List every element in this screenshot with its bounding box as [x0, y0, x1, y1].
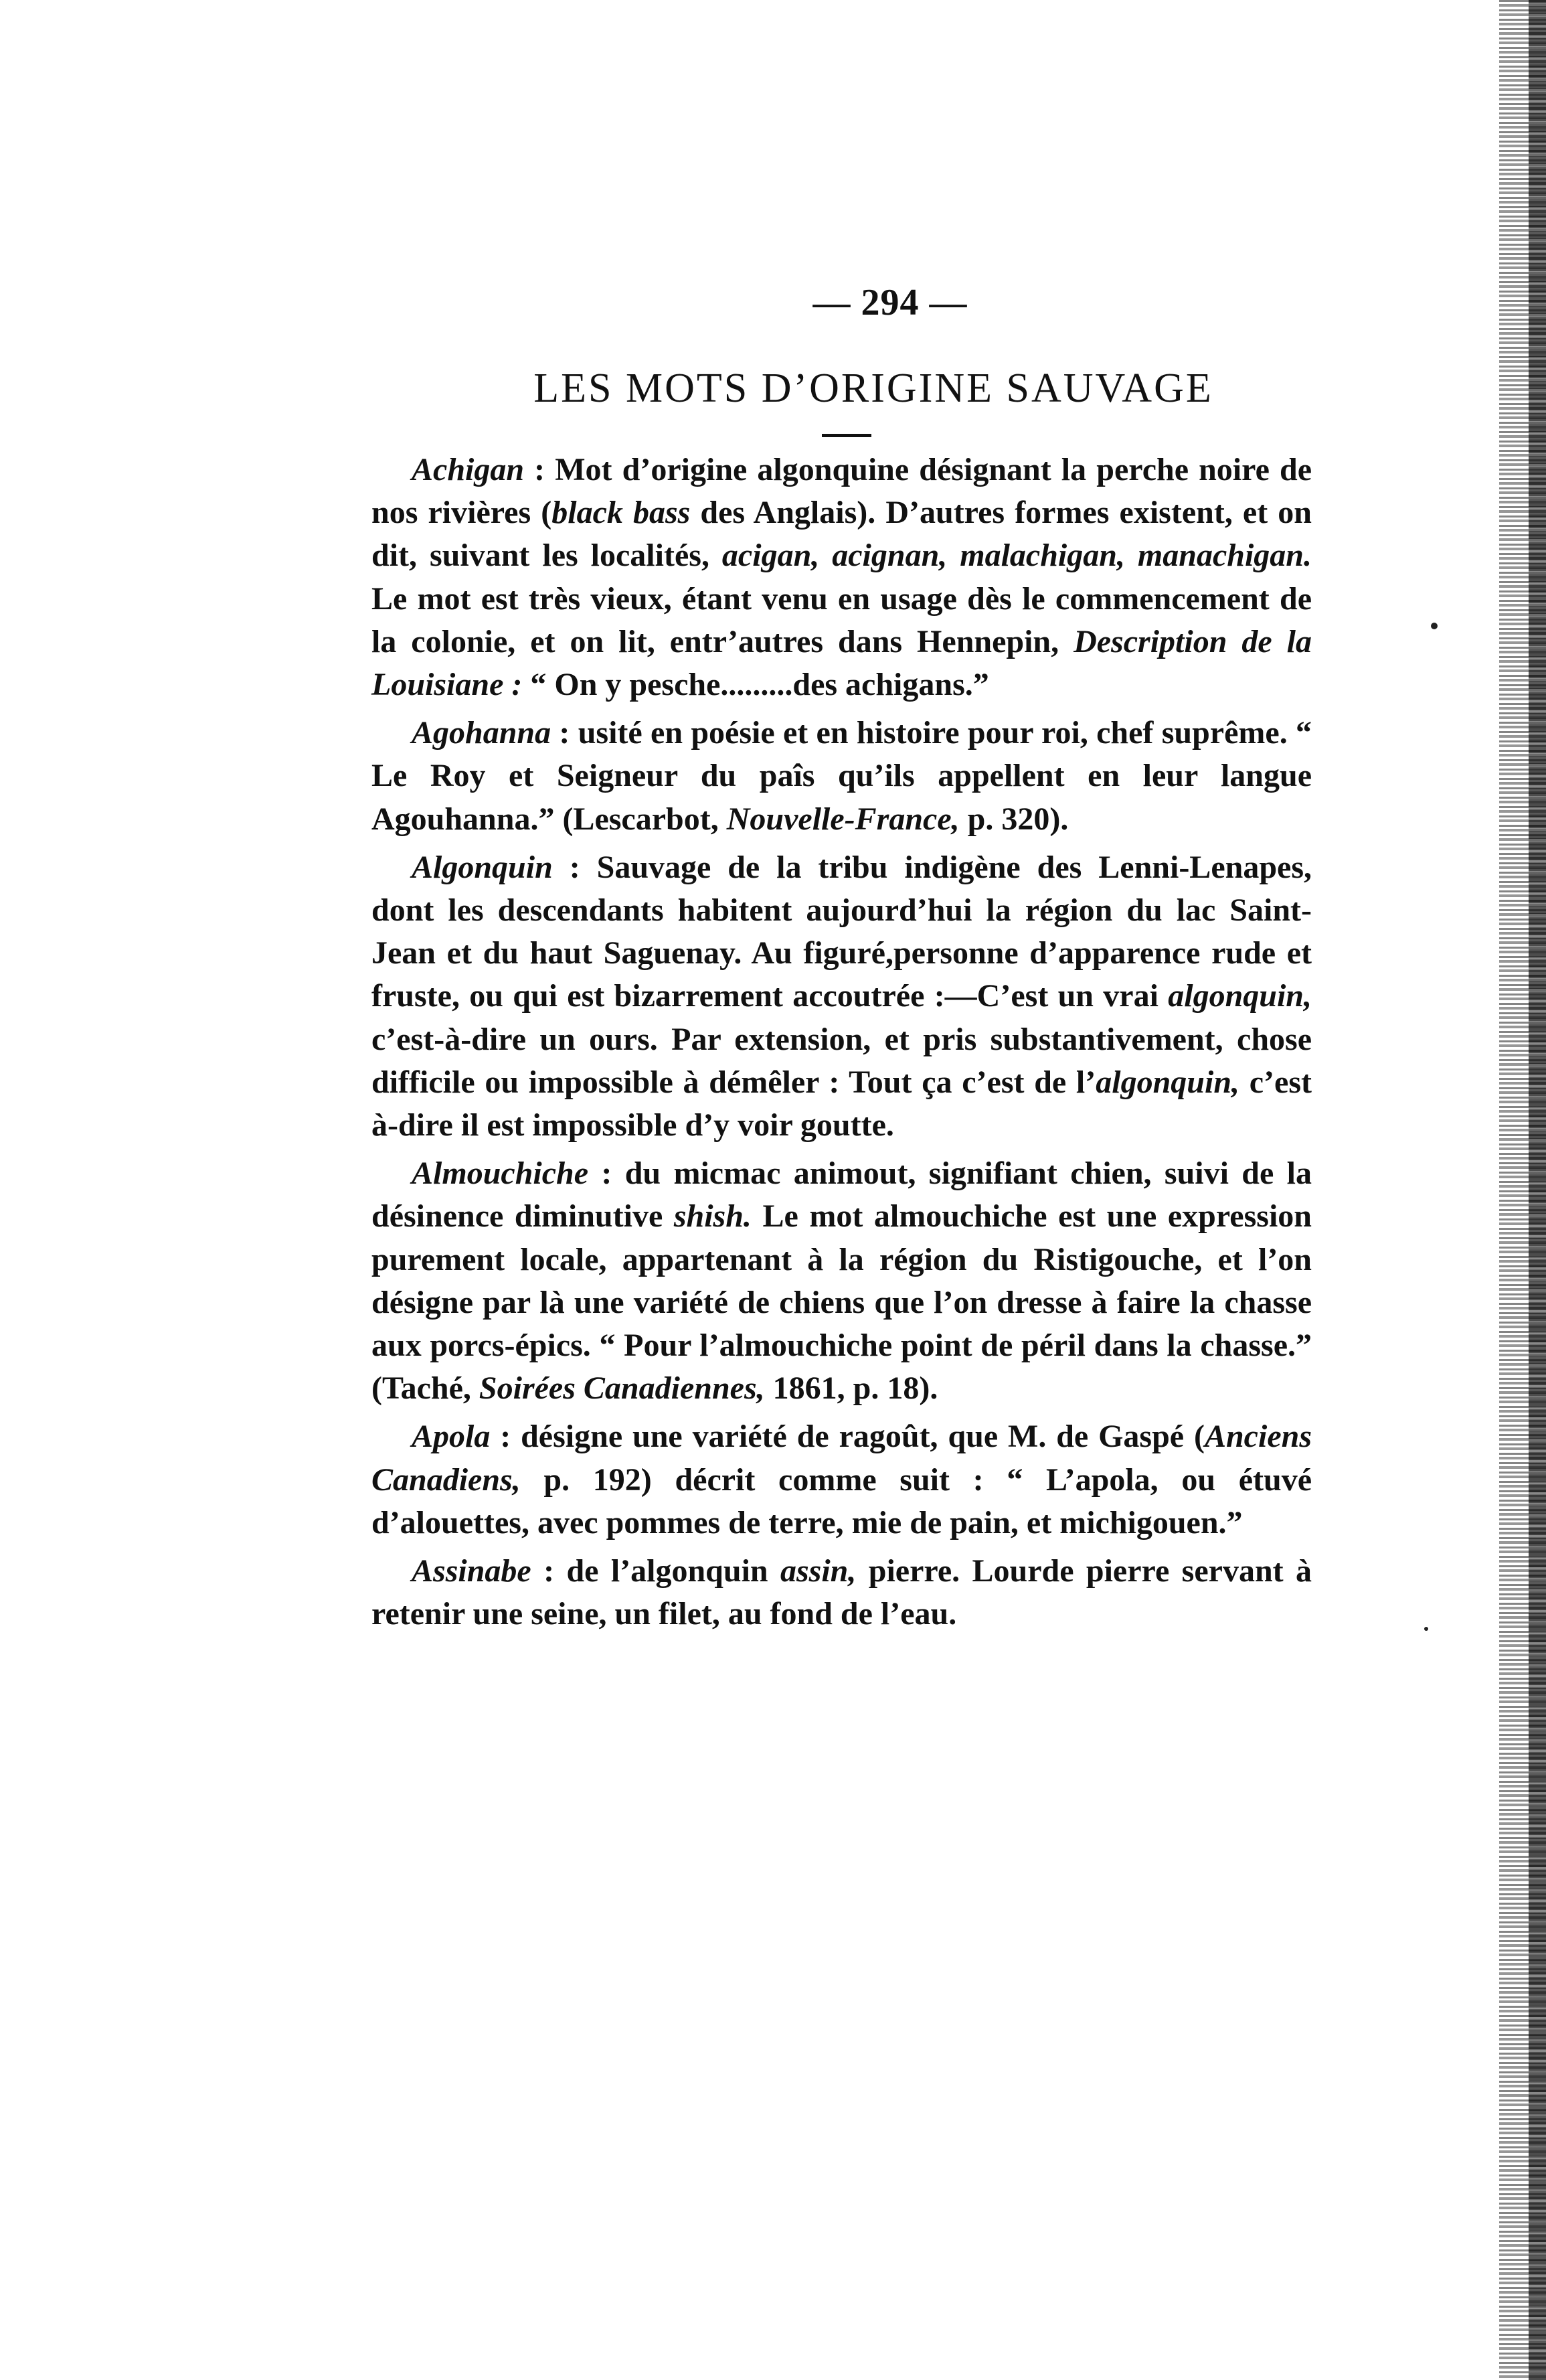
page-title: LES MOTS D’ORIGINE SAUVAGE	[533, 366, 1213, 411]
title-rule	[822, 434, 871, 437]
entry-achigan	[371, 449, 1312, 706]
entry-text-italic: shish.	[673, 1198, 752, 1235]
entry-text-italic: algonquin,	[1096, 1064, 1240, 1100]
entry-text: “ On y pesche.........des achigans.”	[522, 667, 989, 703]
entry-text: pierre. Lourde pierre servant à retenir une seine, un filet, au fond de l’eau.	[371, 1553, 1312, 1632]
entry-term: Almouchiche	[412, 1156, 589, 1192]
entry-text: Le mot est très vieux, étant venu en usage dès le commencement de la colonie, et on lit, entr’autres dans Hennepin,	[371, 580, 1312, 659]
entry-text-italic: acigan, acignan, malachigan, manachigan.	[721, 538, 1312, 574]
entry-text-italic: Soirées Canadiennes,	[479, 1370, 765, 1407]
entry-term: Apola	[412, 1419, 491, 1455]
entry-text: des Anglais). D’autres formes existent, et on dit, suivant les localités,	[371, 495, 1312, 574]
entry-assinabe	[371, 1550, 1312, 1636]
entry-text-italic: Anciens Canadiens,	[371, 1419, 1312, 1498]
entry-text: p. 192) décrit comme suit : “ L’apola, ou étuvé d’alouettes, avec pommes de terre, mie de pain, et michigouen.”	[371, 1461, 1312, 1540]
entry-text-italic: Description de la Louisiane :	[371, 623, 1312, 703]
page-number: — 294 —	[812, 282, 968, 323]
entry-text-italic: assin,	[780, 1553, 857, 1589]
entry-text: : usité en poésie et en histoire pour roi, chef suprême. “ Le Roy et Seigneur du paîs qu’ils appellent en leur langue Agouhanna.” (Lescarbot,	[371, 715, 1312, 837]
entry-text: c’est-à-dire un ours. Par extension, et pris substantivement, chose difficile ou impossible à démêler : Tout ça c’est de l’	[371, 1021, 1312, 1100]
entry-text: : du micmac animout, signifiant chien, suivi de la désinence diminutive	[371, 1156, 1312, 1235]
entry-text: p. 320).	[959, 801, 1069, 837]
ink-speck	[1431, 623, 1438, 629]
scan-edge-border	[1529, 0, 1546, 2380]
dictionary-body	[371, 449, 1312, 1641]
ink-speck	[1424, 1627, 1428, 1631]
entry-algonquin	[371, 846, 1312, 1147]
entry-text: Le mot almouchiche est une expression purement locale, appartenant à la région du Ristigouche, et l’on désigne par là une variété de chiens que l’on dresse à faire la chasse aux porcs-épics. “ Pour l’almouchiche point de péril dans la chasse.” (Taché,	[371, 1198, 1312, 1407]
entry-term: Agohanna	[412, 715, 551, 751]
entry-almouchiche	[371, 1152, 1312, 1410]
entry-text: : Mot d’origine algonquine désignant la perche noire de nos rivières (	[371, 452, 1312, 531]
entry-text: : Sauvage de la tribu indigène des Lenni-Lenapes, dont les descendants habitent aujourd’hui la région du lac Saint-Jean et du haut Saguenay. Au figuré,personne d’apparence rude et fruste, ou qui est bizarrement accoutrée :—C’est un vrai	[371, 849, 1312, 1014]
entry-text: 1861, p. 18).	[764, 1370, 938, 1407]
entry-apola	[371, 1415, 1312, 1544]
entry-text: c’est à-dire il est impossible d’y voir goutte.	[371, 1064, 1312, 1143]
entry-term: Assinabe	[412, 1553, 531, 1589]
entry-text-italic: algonquin,	[1168, 978, 1312, 1014]
entry-term: Algonquin	[412, 849, 553, 885]
entry-text: : de l’algonquin	[531, 1553, 780, 1589]
entry-text-italic: Nouvelle-France,	[726, 801, 960, 837]
entry-text: : désigne une variété de ragoût, que M. de Gaspé (	[490, 1419, 1205, 1455]
entry-agohanna	[371, 712, 1312, 841]
entry-text-italic: black bass	[551, 495, 691, 531]
entry-term: Achigan	[412, 452, 525, 487]
